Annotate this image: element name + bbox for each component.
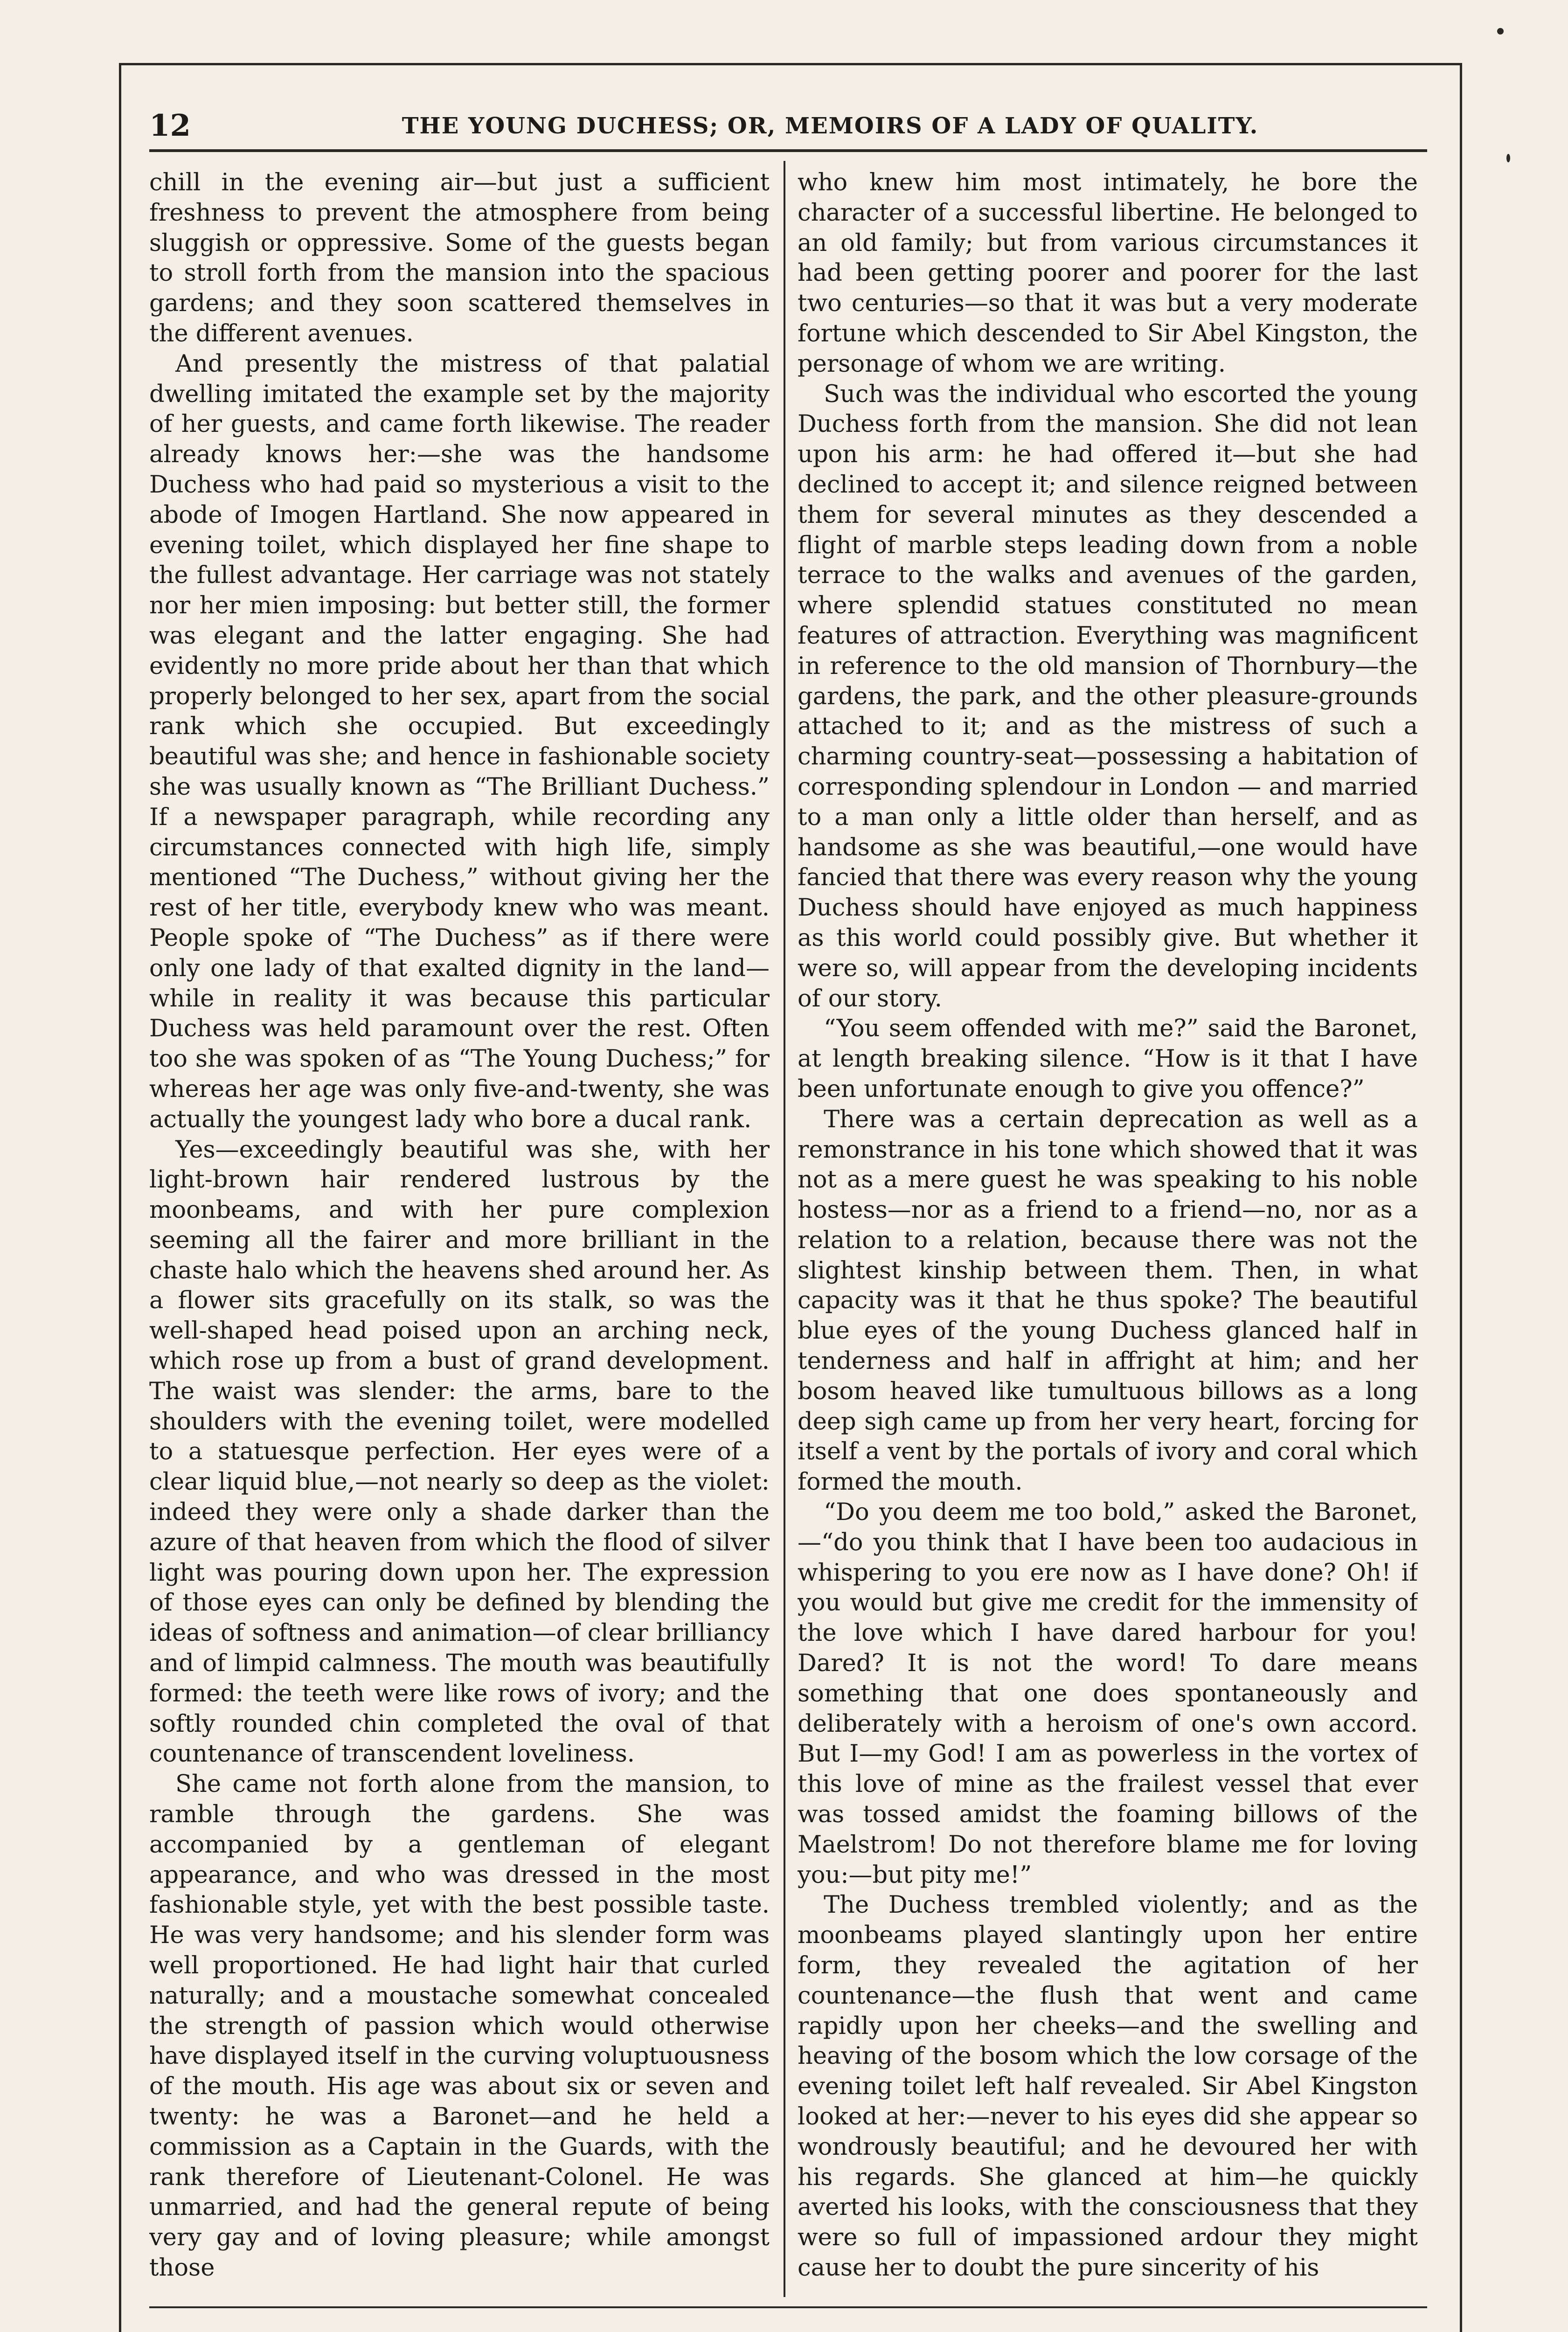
left-column (149, 168, 770, 2299)
running-title: THE YOUNG DUCHESS; OR, MEMOIRS OF A LADY OF QUALITY. (402, 113, 1259, 139)
paragraph: She came not forth alone from the mansion, to ramble through the gardens. She was accompanied by a gentleman of elegant appearance, and who was dressed in the most fashionable style, yet with the best possible taste. He was very handsome; and his slender form was well proportioned. He had light hair that curled naturally; and a moustache somewhat concealed the strength of passion which would otherwise have displayed itself in the curving voluptuousness of the mouth. His age was about six or seven and twenty: he was a Baronet—and he held a commission as a Captain in the Guards, with the rank therefore of Lieutenant-Colonel. He was unmarried, and had the general repute of being very gay and of loving pleasure; while amongst those (149, 1770, 770, 2282)
paragraph: “You seem offended with me?” said the Baronet, at length breaking silence. “How is it that I have been unfortunate enough to give you offence?” (798, 1015, 1418, 1103)
ink-speck (1506, 154, 1510, 162)
right-column (798, 168, 1418, 2299)
paragraph: The Duchess trembled violently; and as the moonbeams played slantingly upon her entire form, they revealed the agitation of her countenance—the flush that went and came rapidly upon her cheeks—and the swelling and heaving of the bosom which the low corsage of the evening toilet left half revealed. Sir Abel Kingston looked at her:—never to his eyes did she appear so wondrously beautiful; and he devoured her with his regards. She glanced at him—he quickly averted his looks, with the consciousness that they were so full of impassioned ardour they might cause her to doubt the pure sincerity of his (798, 1891, 1418, 2282)
paragraph: who knew him most intimately, he bore the character of a successful libertine. He belonged to an old family; but from various circumstances it had been getting poorer and poorer for the last two centuries—so that it was but a very moderate fortune which descended to Sir Abel Kingston, the personage of whom we are writing. (798, 169, 1418, 378)
paragraph: “Do you deem me too bold,” asked the Baronet,—“do you think that I have been too audacious in whispering to you ere now as I have done? Oh! if you would but give me credit for the immensity of the love which I have dared harbour for you! Dared? It is not the word! To dare means something that one does spontaneously and deliberately with a heroism of one's own accord. But I—my God! I am as powerless in the vortex of this love of mine as the frailest vessel that ever was tossed amidst the foaming billows of the Maelstrom! Do not therefore blame me for loving you:—but pity me!” (798, 1499, 1418, 1889)
paragraph: And presently the mistress of that palatial dwelling imitated the example set by the majority of her guests, and came forth likewise. The reader already knows her:—she was the handsome Duchess who had paid so mysterious a visit to the abode of Imogen Hartland. She now appeared in evening toilet, which displayed her fine shape to the fullest advantage. Her carriage was not stately nor her mien imposing: but better still, the former was elegant and the latter engaging. She had evidently no more pride about her than that which properly belonged to her sex, apart from the social rank which she occupied. But exceedingly beautiful was she; and hence in fashionable society she was usually known as “The Brilliant Duchess.” If a newspaper paragraph, while recording any circumstances connected with high life, simply mentioned “The Duchess,” without giving her the rest of her title, everybody knew who was meant. People spoke of “The Duchess” as if there were only one lady of that exalted dignity in the land—while in reality it was because this particular Duchess was held paramount over the rest. Often too she was spoken of as “The Young Duchess;” for whereas her age was only five-and-twenty, she was actually the youngest lady who bore a ducal rank. (149, 350, 770, 1133)
ink-speck (1497, 28, 1504, 35)
page-number: 12 (149, 108, 191, 143)
paragraph: Yes—exceedingly beautiful was she, with her light-brown hair rendered lustrous by the moonbeams, and with her pure complexion seeming all the fairer and more brilliant in the chaste halo which the heavens shed around her. As a flower sits gracefully on its stalk, so was the well-shaped head poised upon an arching neck, which rose up from a bust of grand development. The waist was slender: the arms, bare to the shoulders with the evening toilet, were modelled to a statuesque perfection. Her eyes were of a clear liquid blue,—not nearly so deep as the violet: indeed they were only a shade darker than the azure of that heaven from which the flood of silver light was pouring down upon her. The expression of those eyes can only be defined by blending the ideas of softness and animation—of clear brilliancy and of limpid calmness. The mouth was beautifully formed: the teeth were like rows of ivory; and the softly rounded chin completed the oval of that countenance of transcendent loveliness. (149, 1136, 770, 1768)
paragraph: chill in the evening air—but just a sufficient freshness to prevent the atmosphere from being sluggish or oppressive. Some of the guests began to stroll forth from the mansion into the spacious gardens; and they soon scattered themselves in the different avenues. (149, 169, 770, 347)
page-header (149, 107, 1427, 145)
column-divider (784, 161, 785, 2297)
paragraph: Such was the individual who escorted the young Duchess forth from the mansion. She did not lean upon his arm: he had offered it—but she had declined to accept it; and silence reigned between them for several minutes as they descended a flight of marble steps leading down from a noble terrace to the walks and avenues of the garden, where splendid statues constituted no mean features of attraction. Everything was magnificent in reference to the old mansion of Thornbury—the gardens, the park, and the other pleasure-grounds attached to it; and as the mistress of such a charming country-seat—possessing a habitation of corresponding splendour in London — and married to a man only a little older than herself, and as handsome as she was beautiful,—one would have fancied that there was every reason why the young Duchess should have enjoyed as much happiness as this world could possibly give. But whether it were so, will appear from the developing incidents of our story. (798, 380, 1418, 1013)
footer-rule (149, 2306, 1427, 2308)
header-rule (149, 149, 1427, 152)
paragraph: There was a certain deprecation as well as a remonstrance in his tone which showed that it was not as a mere guest he was speaking to his noble hostess—nor as a friend to a friend—no, nor as a relation to a relation, because there was not the slightest kinship between them. Then, in what capacity was it that he thus spoke? The beautiful blue eyes of the young Duchess glanced half in tenderness and half in affright at him; and her bosom heaved like tumultuous billows as a long deep sigh came up from her very heart, forcing for itself a vent by the portals of ivory and coral which formed the mouth. (798, 1105, 1418, 1496)
